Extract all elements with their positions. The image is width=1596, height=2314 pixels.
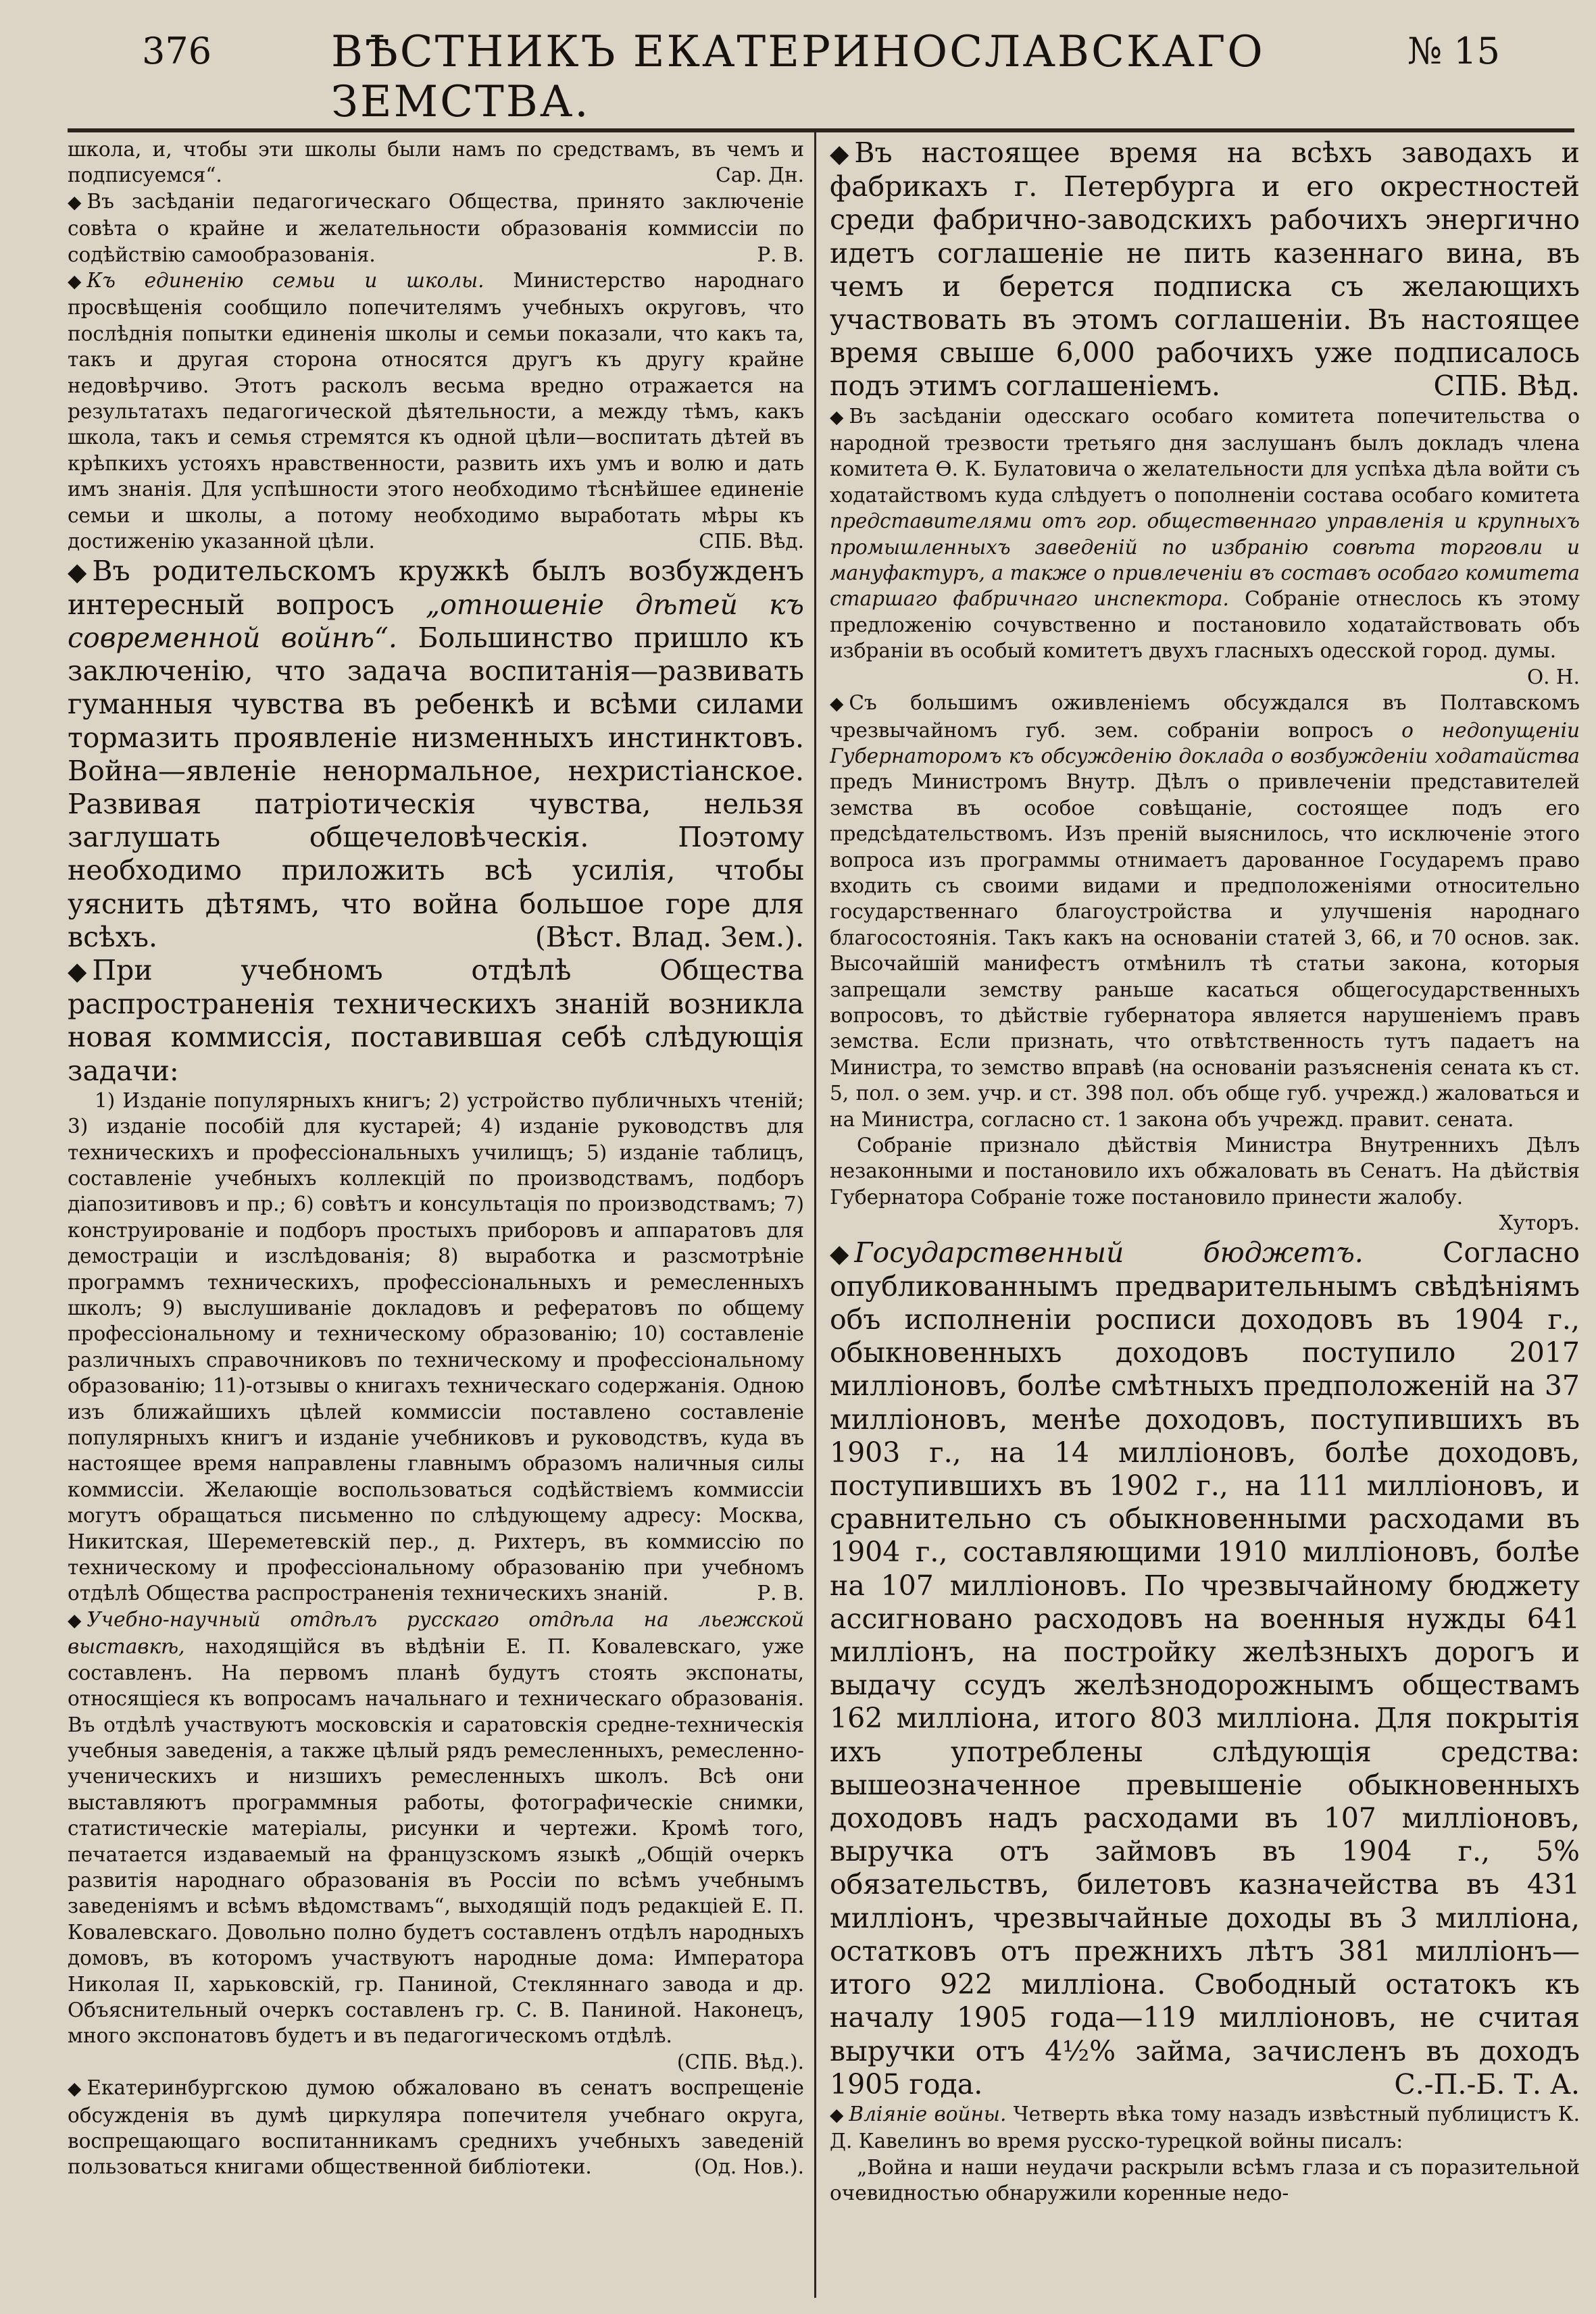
diamond-marker-icon: ◆ bbox=[830, 2104, 844, 2126]
article-state-budget bbox=[830, 1236, 1580, 2101]
diamond-marker-icon: ◆ bbox=[68, 557, 87, 586]
article-emphasis: „отношеніе дѣтей къ современной войнѣ“. bbox=[68, 588, 804, 654]
article-source: Р. В. bbox=[757, 243, 804, 266]
diamond-marker-icon: ◆ bbox=[68, 2078, 82, 2100]
article-text: „Война и наши неудачи раскрыли всѣмъ глаза и съ поразительной очевидностью обнаружили коренные недо- bbox=[830, 2155, 1580, 2205]
header-rule bbox=[68, 128, 1574, 132]
article-text: Въ настоящее время на всѣхъ заводахъ и фабрикахъ г. Петербурга и его окрестностей среди фабрично-заводскихъ рабочихъ энергично идетъ соглашеніе не пить казеннаго вина, въ чемъ и берется подписка съ желающихъ участвовать въ этомъ соглашеніи. Въ настоящее время свыше 6,000 рабочихъ уже подписалось подъ этимъ соглашеніемъ. bbox=[830, 136, 1580, 403]
article-text: Большинство пришло къ заключенію, что задача воспитанія—развивать гуманныя чувства въ ребенкѣ и всѣми силами тормазить проявленіе низменныхъ инстинктовъ. Война—явленіе ненормальное, нехристіанское. Развивая патріотическія чувства, нельзя заглушать общечеловѣческія. Поэтому необходимо приложить всѣ усилія, чтобы уяснить дѣтямъ, что война большое горе для всѣхъ. bbox=[68, 621, 804, 953]
article-task-list bbox=[68, 1088, 804, 1607]
article-emphasis: о недопущеніи Губернаторомъ къ обсужденію доклада о возбужденіи ходатайства bbox=[830, 718, 1580, 768]
article-source: Сар. Дн. bbox=[716, 164, 804, 187]
article-text: предъ Министромъ Внутр. Дѣлъ о привлеченіи представителей земства въ особое совѣщаніе, состоящее подъ его предсѣдательствомъ. Изъ преній выяснилось, что исключеніе этого вопроса изъ программы отнимаетъ дарованное Государемъ право входить съ своими видами и предположеніями относительно государственнаго благоустройства и улучшенія народнаго благосостоянія. Такъ какъ на основаніи статей 3, 66, и 70 основ. зак. Высочайшій манифестъ отмѣнилъ тѣ статьи закона, которыя запрещали земству раньше касаться общегосударственныхъ вопросовъ, то дѣйствіе губернатора является нарушеніемъ правъ земства. Если признать, что отвѣтственность тутъ падаетъ на Министра, то земство вправѣ (на основаніи разъясненія сената къ ст. 5, пол. о зем. учр. и ст. 398 пол. объ обще губ. учрежд.) жаловаться и на Министра, согласно ст. 1 закона объ учрежд. правит. сената. bbox=[830, 770, 1580, 1131]
diamond-marker-icon: ◆ bbox=[68, 191, 82, 213]
diamond-marker-icon: ◆ bbox=[830, 693, 844, 715]
running-header bbox=[128, 26, 1520, 127]
article-source: О. Н. bbox=[1526, 665, 1580, 688]
article-workers-temperance bbox=[830, 136, 1580, 403]
article-poltava-resolution bbox=[830, 1132, 1580, 1235]
diamond-marker-icon: ◆ bbox=[830, 406, 844, 428]
article-family-school bbox=[68, 268, 804, 554]
column-divider bbox=[814, 132, 816, 2298]
article-source: СПБ. Вѣд. bbox=[699, 530, 804, 553]
article-text: Согласно опубликованнымъ предварительнымъ свѣдѣніямъ объ исполненіи росписи доходовъ въ 1904 г., обыкновенныхъ доходовъ поступило 2017 милліоновъ, болѣе смѣтныхъ предположеній на 37 милліоновъ, менѣе доходовъ, поступившихъ въ 1903 г., на 14 милліоновъ, болѣе доходовъ, поступившихъ въ 1902 г., на 111 милліоновъ, и сравнительно съ обыкновенными расходами въ 1904 г., составляющими 1910 милліоновъ, болѣе на 107 милліоновъ. По чрезвычайному бюджету ассигновано расходовъ на военныя нужды 641 милліонъ, на постройку желѣзныхъ дорогъ и выдачу ссудъ желѣзнодорожнымъ обществамъ 162 милліона, итого 803 милліона. Для покрытія ихъ употреблены слѣдующія средства: вышеозначенное превышеніе обыкновенныхъ доходовъ надъ расходами въ 107 милліоновъ, выручка отъ займовъ въ 1904 г., 5% обязательствъ, билетовъ казначейства въ 431 милліонъ, чрезвычайные доходы въ 3 милліона, остатковъ отъ прежнихъ лѣтъ 381 милліонъ—итого 922 милліона. Свободный остатокъ къ началу 1905 года—119 милліоновъ, не считая выручки отъ 4½% займа, зачисленъ въ доходъ 1905 года. bbox=[830, 1236, 1580, 2101]
article-source: (СПБ. Вѣд.). bbox=[676, 2050, 804, 2073]
article-text: Министерство народнаго просвѣщенія сообщило попечителямъ учебныхъ округовъ, что послѣднія попытки единенія школы и семьи показали, что какъ та, такъ и другая сторона относятся другъ къ другу крайне недовѣрчиво. Этотъ расколъ весьма вредно отражается на результатахъ педагогической дѣятельности, а между тѣмъ, какъ школа, такъ и семья стремятся къ одной цѣли—воспитать дѣтей въ крѣпкихъ устояхъ нравственности, развить ихъ умъ и волю и дать имъ знанія. Для успѣшности этого необходимо тѣснѣйшее единеніе семьи и школы, а потому необходимо выработать мѣры къ достиженію указанной цѣли. bbox=[68, 269, 804, 553]
diamond-marker-icon: ◆ bbox=[68, 956, 87, 986]
article-text: 1) Изданіе популярныхъ книгъ; 2) устройство публичныхъ чтеній; 3) изданіе пособій для кустарей; 4) изданіе руководствъ для техническихъ и профессіональныхъ училищъ; 5) изданіе таблицъ, составленіе учебныхъ коллекцій по производствамъ, подборъ діапозитивовъ и пр.; 6) совѣтъ и консультація по производствамъ; 7) конструированіе и подборъ простыхъ приборовъ и аппаратовъ для демострацiи и изслѣдованія; 8) выработка и разсмотрѣніе программъ техническихъ, профессіональныхъ и ремесленныхъ школъ; 9) выслушиваніе докладовъ и рефератовъ по общему профессіональному и техническому образованію; 10) составленіе различныхъ справочниковъ по техническому и профессіональному образованію; 11)-отзывы о книгахъ техническаго содержанія. Одною изъ ближайшихъ цѣлей коммиссіи поставлено составленіе популярныхъ книгъ и изданіе учебниковъ и руководствъ, куда въ настоящее время направлены главнымъ образомъ наличныя силы коммиссіи. Желающіе воспользоваться содѣйствіемъ коммиссіи могутъ обращаться письменно по слѣдующему адресу: Москва, Никитская, Шереметевскій пер., д. Рихтеръ, въ коммиссію по техническому и профессіональному образованію при учебномъ отдѣлѣ Общества распространенія техническихъ знаній. bbox=[68, 1088, 804, 1605]
article-heading: Государственный бюджетъ. bbox=[854, 1236, 1364, 1269]
article-source: СПБ. Вѣд. bbox=[1433, 370, 1580, 403]
diamond-marker-icon: ◆ bbox=[830, 1238, 849, 1268]
article-text: Собраніе признало дѣйствія Министра Внутреннихъ Дѣлъ незаконными и постановило ихъ обжаловать въ Сенатъ. На дѣйствія Губернатора Собраніе тоже постановило принести жалобу. bbox=[830, 1134, 1580, 1209]
article-text: находящійся въ вѣдѣніи Е. П. Ковалевскаго, уже составленъ. На первомъ планѣ будутъ стоять экспонаты, относящіеся къ вопросамъ начальнаго и техническаго образованія. Въ отдѣлѣ участвуютъ московскія и саратовскія средне-техническія учебныя заведенія, а также цѣлый рядъ ремесленныхъ, ремесленно-ученическихъ и низшихъ ремесленныхъ школъ. Всѣ они выставляютъ программныя работы, фотографическіе снимки, статистическіе матеріалы, рисунки и чертежи. Кромѣ того, печатается издаваемый на французскомъ языкѣ „Общій очеркъ развитія народнаго образованія въ Россіи по всѣмъ учебнымъ заведеніямъ и всѣмъ вѣдомствамъ“, выходящій подъ редакціей Е. П. Ковалевскаго. Довольно полно будетъ составленъ отдѣлъ народныхъ домовъ, въ которомъ участвуютъ народные дома: Императора Николая II, харьковскій, гр. Паниной, Стекляннаго завода и др. Объяснительный очеркъ составленъ гр. С. В. Паниной. Наконецъ, много экспонатовъ будетъ и въ педагогическомъ отдѣлѣ. bbox=[68, 1635, 804, 2048]
left-column bbox=[68, 136, 804, 2305]
article-parents-circle bbox=[68, 555, 804, 954]
article-heading: Вліяніе войны. bbox=[849, 2102, 1007, 2126]
article-source: (Вѣст. Влад. Зем.). bbox=[534, 920, 804, 953]
article-source: Хуторъ. bbox=[1499, 1211, 1580, 1235]
article-source: (Од. Нов.). bbox=[694, 2155, 804, 2179]
article-text: Съ большимъ оживленіемъ обсуждался въ Полтавскомъ чрезвычайномъ губ. зем. собраніи вопросъ bbox=[830, 691, 1580, 742]
article-odessa-committee bbox=[830, 403, 1580, 688]
article-liege-exhibition bbox=[68, 1607, 804, 2073]
article-text: Въ засѣданіи педагогическаго Общества, принято заключеніе совѣта о крайне и желательности образованія коммиссіи по содѣйствію самообразованія. bbox=[68, 189, 804, 266]
article-pedagogical-society bbox=[68, 188, 804, 268]
diamond-marker-icon: ◆ bbox=[68, 1609, 82, 1631]
article-continuation bbox=[68, 136, 804, 188]
article-text: Екатеринбургскою думою обжаловано въ сенатъ воспрещеніе обсужденія въ думѣ циркуляра попечителя учебнаго округа, воспрещающаго воспитанникамъ среднихъ учебныхъ заведеній пользоваться книгами общественной библіотеки. bbox=[68, 2076, 804, 2179]
article-technical-knowledge bbox=[68, 954, 804, 1088]
article-ekaterinburg-duma bbox=[68, 2075, 804, 2180]
article-text: Въ засѣданіи одесскаго особаго комитета попечительства о народной трезвости третьяго дня заслушанъ былъ докладъ члена комитета Ѳ. К. Булатовича о желательности для успѣха дѣла войти съ ходатайствомъ куда слѣдуетъ о пополненіи состава особаго комитета bbox=[830, 404, 1580, 507]
article-poltava-assembly bbox=[830, 690, 1580, 1132]
article-quote bbox=[830, 2155, 1580, 2207]
article-text: Собраніе отнеслось къ этому предложенію сочувственно и постановило ходатайствовать объ избраніи въ особый комитетъ двухъ гласныхъ одесской город. думы. bbox=[830, 587, 1580, 663]
issue-number: № 15 bbox=[1407, 30, 1500, 72]
article-heading: Къ единенію семьи и школы. bbox=[86, 269, 484, 293]
article-text: При учебномъ отдѣлѣ Общества распространенія техническихъ знаній возникла новая коммиссія, поставившая себѣ слѣдующія задачи: bbox=[68, 953, 804, 1087]
article-heading: Учебно-научный отдѣлъ русскаго отдѣла на льежской выставкѣ, bbox=[68, 1607, 804, 1659]
article-text: Четверть вѣка тому назадъ извѣстный публицистъ К. Д. Кавелинъ во время русско-турецкой войны писалъ: bbox=[830, 2102, 1580, 2153]
article-emphasis: представителями отъ гор. общественнаго управленія и крупныхъ промышленныхъ заведеній по избранію совѣта торговли и мануфактуръ, а также о привлеченіи въ составъ особаго комитета старшаго фабричнаго инспектора. bbox=[830, 509, 1580, 611]
article-text: школа, и, чтобы эти школы были намъ по средствамъ, въ чемъ и подписуемся“. bbox=[68, 138, 804, 187]
diamond-marker-icon: ◆ bbox=[68, 271, 82, 293]
right-column bbox=[830, 136, 1580, 2305]
article-source: С.-П.-Б. Т. А. bbox=[1394, 2067, 1580, 2101]
diamond-marker-icon: ◆ bbox=[830, 139, 849, 168]
article-source: Р. В. bbox=[757, 1582, 804, 1605]
article-war-influence bbox=[830, 2101, 1580, 2155]
article-text: Въ родительскомъ кружкѣ былъ возбужденъ интересный вопросъ bbox=[68, 554, 804, 621]
page-number: 376 bbox=[142, 30, 212, 72]
journal-title: ВѢСТНИКЪ ЕКАТЕРИНОСЛАВСКАГО ЗЕМСТВА. bbox=[331, 27, 1265, 127]
